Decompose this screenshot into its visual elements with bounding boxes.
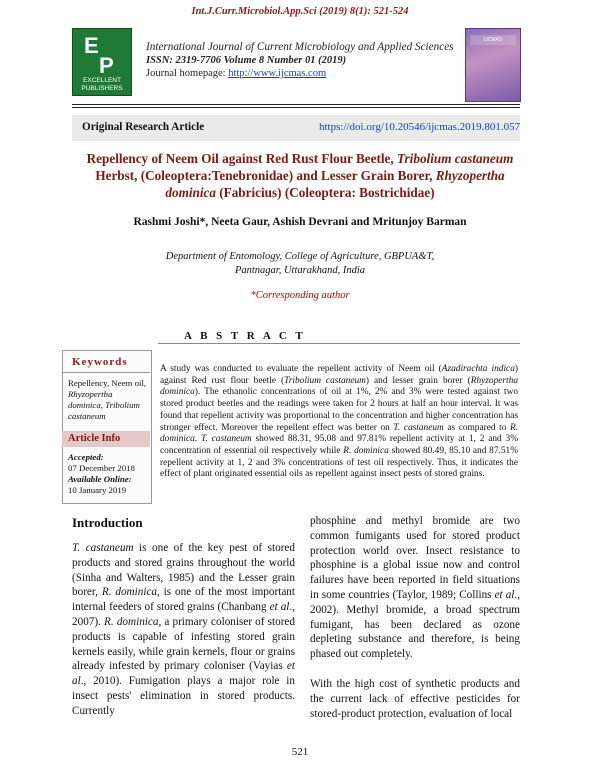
page-number: 521 [291, 746, 309, 758]
homepage-label: Journal homepage: [146, 68, 229, 79]
corresponding-author-note: *Corresponding author [250, 290, 350, 301]
accepted-label: Accepted: [68, 452, 104, 462]
keywords-list: Repellency, Neem oil, Rhyzopertha dominica, Tribolium castaneum [68, 378, 147, 421]
online-label: Available Online: [68, 474, 132, 484]
affiliation-line-2: Pantnagar, Uttarakhand, India [234, 265, 366, 276]
article-title [70, 150, 530, 201]
article-type: Original Research Article [82, 121, 205, 133]
journal-cover-thumbnail [465, 28, 521, 102]
doi-link[interactable]: https://doi.org/10.20546/ijcmas.2019.801.057 [319, 121, 521, 133]
title-species-2: Rhyzopertha dominica [165, 168, 505, 200]
keywords-heading: Keywords [72, 356, 128, 368]
journal-name: International Journal of Current Microbiology and Applied Sciences [146, 41, 454, 53]
abstract-text: A study was conducted to evaluate the repellent activity of Neem oil (Azadirachta indica) against Red rust flour beetle (Tribolium castaneum) and lesser grain borer (Rhyzopertha dominica). The ethanolic concentrations of oil at 1%, 2% and 3% were tested against two stored product beetles and the readings were taken for 2 hours at half an hour interval. It was found that repellent activity was proportional to the concentration and higher concentration has stronger effect. Moreover the repellent effect was better on T. castaneum as compared to R. dominica. T. castaneum showed 88.31, 95.08 and 97.81% repellent activity at 1, 2 and 3% concentration of essential oil respectively while R. dominica showed 80.49, 85.10 and 87.51% repellent activity at 1, 2 and 3% concentrations of test oil respectively. Thus, it indicates the effect of plant originated essential oils as repellent against insect pests of stored grains. [160, 364, 519, 480]
journal-reference: Int.J.Curr.Microbiol.App.Sci (2019) 8(1): 521-524 [191, 6, 409, 17]
journal-homepage [146, 68, 326, 79]
logo-letter-e: E [84, 33, 99, 58]
body-column-left [72, 541, 295, 719]
title-text-2: Herbst, (Coleoptera:Tenebronidae) and Lesser Grain Borer, [95, 168, 436, 183]
intro-paragraph-3: With the high cost of synthetic products and the current lack of effective pesticides for stored-product protection, evaluation of local [310, 677, 520, 720]
publisher-logo [72, 28, 132, 96]
abstract-rule [158, 343, 520, 344]
header-rule-2 [72, 107, 520, 108]
header-rule [72, 104, 520, 105]
body-column-right [310, 514, 520, 721]
article-dates [68, 452, 148, 496]
accepted-date: 07 December 2018 [68, 463, 135, 473]
logo-text: EXCELLENT PUBLISHERS [81, 77, 123, 92]
title-text-1: Repellency of Neem Oil against Red Rust Flour Beetle, [86, 151, 397, 166]
introduction-heading: Introduction [72, 515, 143, 530]
logo-letter-p: P [99, 53, 114, 78]
title-species-1: Tribolium castaneum [396, 151, 514, 166]
keywords-rule [62, 372, 150, 373]
affiliation [0, 250, 600, 278]
article-info-heading: Article Info [62, 431, 150, 447]
intro-paragraph-1: T. castaneum is one of the key pest of stored products and stored grains throughout the world (Sinha and Walters, 1985) and the Lesser grain borer, R. dominica, is one of the most important internal feeders of stored grains (Chanbang et al., 2007). R. dominica, a primary coloniser of stored products is capable of infesting stored grain kernels easily, while grain kernels, flour or grains already infested by primary coloniser (Vayias et al., 2010). Fumigation plays a major role in insect pests' elimination in stored products. Currently [72, 542, 295, 717]
online-date: 10 January 2019 [68, 485, 127, 495]
abstract-heading: A B S T R A C T [184, 330, 306, 342]
author-list: Rashmi Joshi*, Neeta Gaur, Ashish Devrani and Mritunjoy Barman [133, 216, 467, 228]
homepage-link[interactable]: http://www.ijcmas.com [228, 68, 327, 79]
issn-line: ISSN: 2319-7706 Volume 8 Number 01 (2019) [146, 55, 347, 66]
intro-paragraph-2: phosphine and methyl bromide are two common fumigants used for stored product protection world over. Insect resistance to phosphine is a global issue now and control failures have been reported in field situations in some countries (Taylor, 1989; Collins et al., 2002). Methyl bromide, a broad spectrum fumigant, has been declared as ozone depleting substance and therefore, is being phased out completely. [310, 515, 521, 661]
title-text-3: (Fabricius) (Coleoptera: Bostrichidae) [215, 185, 435, 200]
affiliation-line-1: Department of Entomology, College of Agriculture, GBPUA&T, [165, 251, 435, 262]
cover-label: IJCMAS [470, 35, 516, 45]
